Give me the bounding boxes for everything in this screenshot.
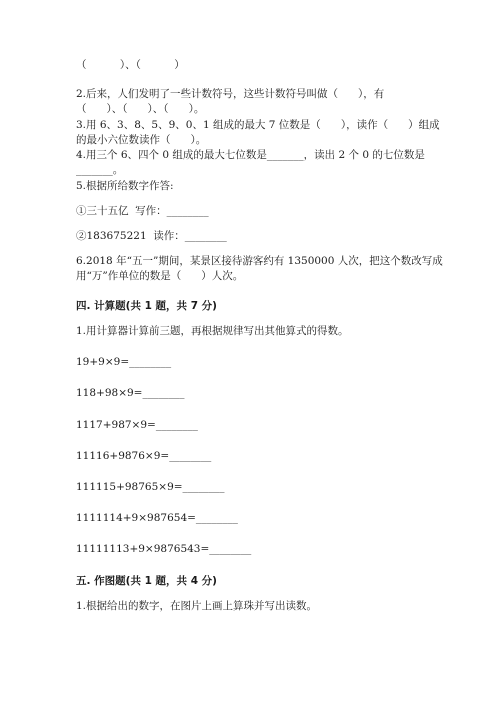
- calc-list: [76, 339, 436, 558]
- calc-item: 1111114+9×987654=________: [76, 512, 238, 525]
- worksheet-page: [76, 58, 443, 614]
- section-4-intro: 1.用计算器计算前三题，再根据规律写出其他算式的得数。: [76, 324, 349, 337]
- question-3-line-2: 的最小六位数读作（ ）。: [76, 133, 207, 146]
- question-5-title: 5.根据所给数字作答:: [76, 179, 174, 192]
- calc-item: 111115+98765×9=________: [76, 480, 225, 493]
- calc-item: 19+9×9=________: [76, 356, 172, 369]
- question-5-item-2: ②183675221 读作：________: [76, 229, 227, 242]
- question-2: [76, 87, 436, 117]
- question-5: [76, 179, 436, 245]
- question-3: [76, 118, 440, 148]
- calc-item: 1117+987×9=________: [76, 418, 198, 431]
- section-5-intro: 1.根据给出的数字，在图片上画上算珠并写出读数。: [76, 599, 318, 612]
- calc-item: 11111113+9×9876543=________: [76, 543, 252, 556]
- question-4-line-1: 4.用三个 6、四个 0 组成的最大七位数是_______，读出 2 个 0 的七位数是: [76, 149, 425, 162]
- question-6: [76, 254, 443, 284]
- calc-item: 11116+9876×9=________: [76, 449, 212, 462]
- question-2-line-1: 2.后来，人们发明了一些计数符号，这些计数符号叫做（ ），有: [76, 88, 385, 101]
- question-2-line-2: （ ）、（ ）、（ ）。: [76, 103, 205, 116]
- question-4-blanks-continued: （ ）、（ ）: [76, 59, 185, 71]
- section-5-heading: 五. 作图题(共 1 题，共 4 分): [76, 574, 217, 587]
- question-3-line-1: 3.用 6、3、8、5、9、0、1 组成的最大 7 位数是（ ），读作（ ）组成: [76, 118, 440, 131]
- question-4-line-2: _______。: [76, 164, 124, 177]
- question-5-item-1: ①三十五亿 写作：________: [76, 204, 209, 217]
- calc-item: 118+98×9=________: [76, 387, 185, 400]
- question-6-line-1: 6.2018 年“五一”期间，某景区接待游客约有 1350000 人次，把这个数改写成: [76, 255, 443, 268]
- question-4: [76, 148, 436, 178]
- section-4-heading: 四. 计算题(共 1 题，共 7 分): [76, 299, 217, 312]
- question-6-line-2: 用“万”作单位的数是（ ）人次。: [76, 270, 244, 283]
